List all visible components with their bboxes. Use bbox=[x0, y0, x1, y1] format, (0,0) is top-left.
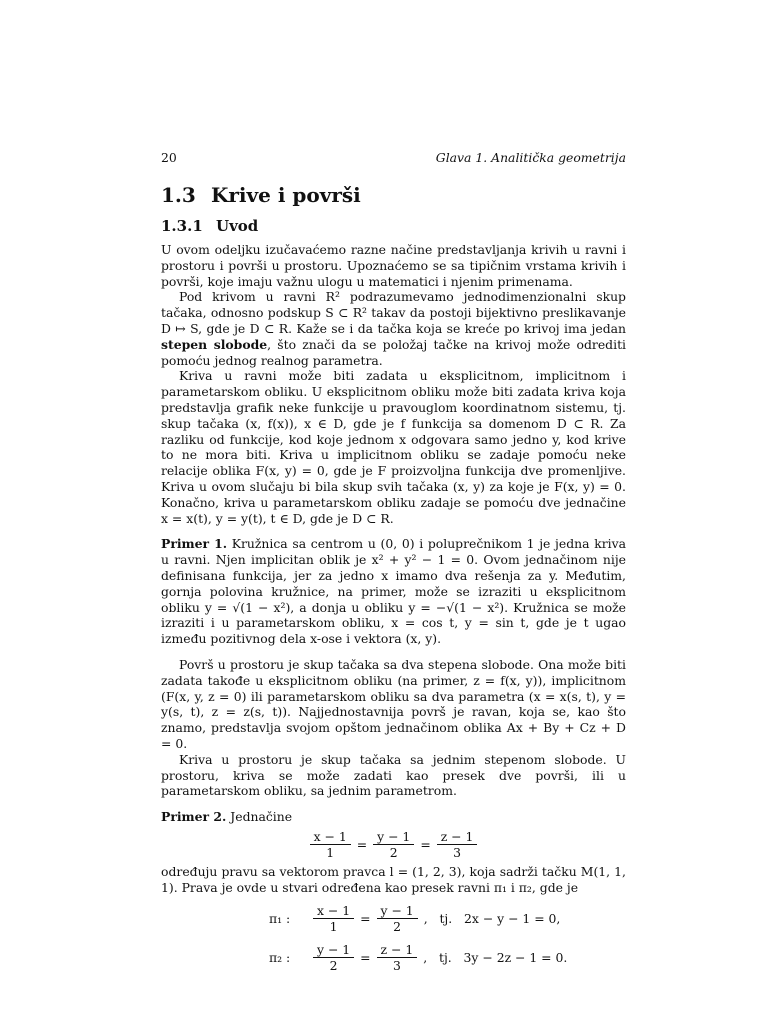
fraction: $\frac{x - 1}{1}$ bbox=[313, 903, 354, 934]
example-2-label: Primer 2. bbox=[161, 809, 227, 825]
page-number: 20 bbox=[161, 150, 177, 165]
paragraph-curve-definition-b: , što znači da se položaj tačke na krivoj može odrediti pomoću jednog realnog parametra. bbox=[161, 336, 627, 368]
fraction: $\frac{y - 1}{2}$ bbox=[373, 829, 414, 860]
equation-label: π₁ : bbox=[269, 911, 291, 927]
example-1-text: Kružnica sa centrom u (0, 0) i poluprečnikom 1 je jedna kriva u ravni. Njen implicitan oblik je x² + y² − 1 = 0. Ovom jednačinom nije definisana funkcija, jer za jedno x imamo dva rešenja za y. Međutim, gornja polovina kružnice, na primer, može se izraziti u eksplicitnom obliku y = √(1 − x²), a donja u obliku y = −√(1 − x²). Kružnica se može izraziti i u parametarskom obliku, x = cos t, y = sin t, gde je t ugao između pozitivnog dela x-ose i vektora (x, y). bbox=[161, 536, 626, 647]
equation-line: $\frac{x - 1}{1}$ = $\frac{y - 1}{2}$ = $\frac{z - 1}{3}$ bbox=[161, 829, 626, 860]
example-1 bbox=[161, 536, 626, 647]
paragraph-intro: U ovom odeljku izučavaćemo razne načine predstavljanja krivih u ravni i prostoru i površi u prostoru. Upoznaćemo se sa tipičnim vrstama krivih i površi, koje imaju važnu ulogu u matematici i njenim primenama. bbox=[161, 242, 626, 289]
term-stepen-slobode: stepen slobode bbox=[161, 336, 268, 352]
equation-pi1: π₁ : $\frac{x - 1}{1}$ = $\frac{y - 1}{2}$ , tj. 2x − y − 1 = 0, bbox=[269, 903, 561, 935]
example-2 bbox=[161, 809, 626, 825]
paragraph-line-direction: određuju pravu sa vektorom pravca l = (1, 2, 3), koja sadrži tačku M(1, 1, 1). Prava je ovde u stvari određena kao presek ravni π₁ i π₂, gde je bbox=[161, 863, 626, 895]
equation-tail: , tj. 2x − y − 1 = 0, bbox=[423, 911, 561, 927]
fraction: $\frac{z - 1}{3}$ bbox=[377, 942, 418, 973]
paragraph-space-curve: Kriva u prostoru je skup tačaka sa jednim stepenom slobode. U prostoru, kriva se može zadati kao presek dve površi, ili u parametarskom obliku, sa jednim parametrom. bbox=[161, 751, 626, 799]
fraction: $\frac{y - 1}{2}$ bbox=[313, 942, 354, 973]
paragraph-surface: Površ u prostoru je skup tačaka sa dva stepena slobode. Ona može biti zadata takođe u eksplicitnom obliku (na primer, z = f(x, y)), implicitnom (F(x, y, z = 0) ili parametarskom obliku sa dva parametra (x = x(s, t), y = y(s, t), z = z(s, t)). Najjednostavnija površ je ravan, koja se, kao što znamo, predstavlja svojom opštom jednačinom oblika Ax + By + Cz + D = 0. bbox=[161, 656, 626, 751]
fraction: $\frac{z - 1}{3}$ bbox=[437, 829, 478, 860]
subsection-heading bbox=[161, 216, 626, 236]
equation-pi2: π₂ : $\frac{y - 1}{2}$ = $\frac{z - 1}{3}$ , tj. 3y − 2z − 1 = 0. bbox=[269, 942, 568, 974]
equation-tail: , tj. 3y − 2z − 1 = 0. bbox=[423, 950, 568, 966]
chapter-title: Glava 1. Analitička geometrija bbox=[435, 150, 626, 165]
section-number: 1.3 bbox=[161, 183, 196, 207]
fraction: $\frac{y - 1}{2}$ bbox=[377, 903, 418, 934]
subsection-number: 1.3.1 bbox=[161, 217, 203, 235]
section-heading bbox=[161, 182, 626, 208]
paragraph-curve-definition-a: Pod krivom u ravni R² podrazumevamo jednodimenzionalni skup tačaka, odnosno podskup S ⊂ R² takav da postoji bijektivno preslikavanje D ↦ S, gde je D ⊂ R. Kaže se i da tačka koja se kreće po krivoj ima jedan bbox=[161, 289, 626, 336]
section-title: Krive i površi bbox=[211, 183, 361, 207]
paragraph-curve-definition bbox=[161, 289, 626, 368]
equation-label: π₂ : bbox=[269, 950, 291, 966]
running-head bbox=[161, 150, 626, 166]
page-content bbox=[161, 150, 626, 981]
subsection-title: Uvod bbox=[216, 217, 259, 235]
paragraph-curve-forms: Kriva u ravni može biti zadata u eksplicitnom, implicitnom i parametarskom obliku. U eksplicitnom obliku može biti zadata kriva koja predstavlja grafik neke funkcije u pravouglom koordinatnom sistemu, tj. skup tačaka (x, f(x)), x ∈ D, gde je f funkcija sa domenom D ⊂ R. Za razliku od funkcije, kod koje jednom x odgovara samo jedno y, kod krive to ne mora biti. Kriva u implicitnom obliku se zadaje pomoću neke relacije oblika F(x, y) = 0, gde je F proizvoljna funkcija dve promenljive. Kriva u ovom slučaju bi bila skup svih tačaka (x, y) za koje je F(x, y) = 0. Konačno, kriva u parametarskom obliku zadaje se pomoću dve jednačine x = x(t), y = y(t), t ∈ D, gde je D ⊂ R. bbox=[161, 368, 626, 526]
fraction: $\frac{x - 1}{1}$ bbox=[310, 829, 351, 860]
example-1-label: Primer 1. bbox=[161, 536, 228, 552]
example-2-text: Jednačine bbox=[226, 809, 293, 825]
